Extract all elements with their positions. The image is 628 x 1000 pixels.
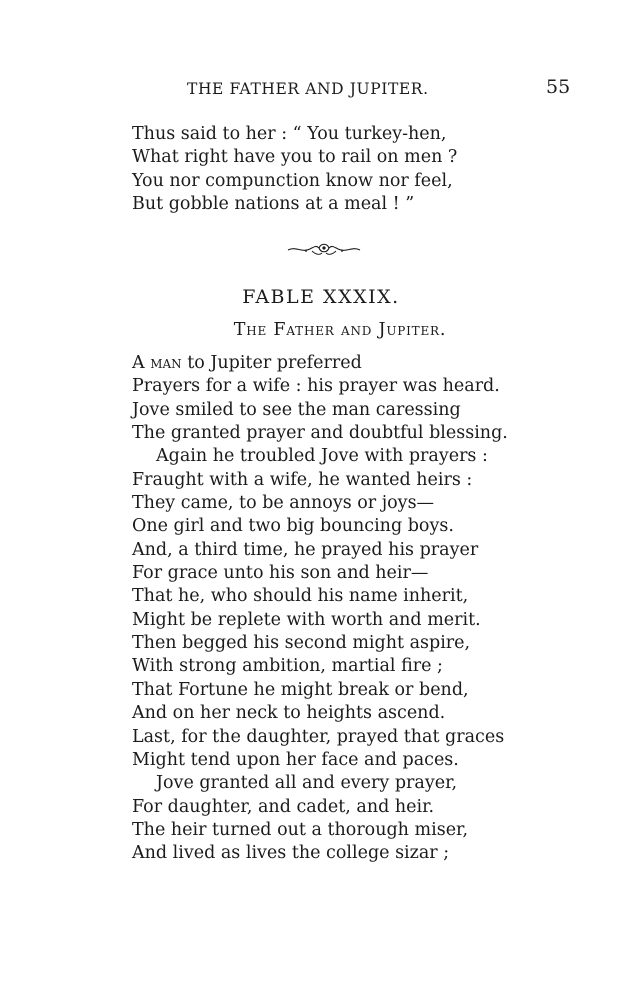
verse-line: Fraught with a wife, he wanted heirs : [132, 469, 473, 490]
fable-title: FABLE XXXIX. [242, 286, 400, 308]
verse-line: They came, to be annoys or joys— [132, 493, 435, 514]
verse-line: Thus said to her : “ You turkey-hen, [132, 124, 447, 144]
verse-line: With strong ambition, martial fire ; [132, 656, 443, 677]
page-number: 55 [546, 76, 571, 98]
top-verse [132, 123, 457, 216]
ornament-icon [286, 240, 362, 258]
fable-subtitle: The Father and Jupiter. [233, 320, 447, 340]
verse-line: And lived as lives the college sizar ; [132, 843, 450, 864]
verse-line: For grace unto his son and heir— [132, 563, 429, 584]
verse-line [132, 352, 508, 375]
fable-verse [132, 352, 508, 866]
opening-line-rest: to Jupiter preferred [181, 353, 362, 373]
verse-line: Last, for the daughter, prayed that graces [132, 726, 505, 747]
verse-line: And, a third time, he prayed his prayer [132, 539, 479, 560]
verse-line: What right have you to rail on men ? [132, 147, 458, 168]
verse-line: But gobble nations at a meal ! ” [132, 194, 415, 215]
verse-line: Might be replete with worth and merit. [132, 609, 481, 630]
verse-line: That he, who should his name inherit, [132, 586, 469, 607]
verse-line: Might tend upon her face and paces. [132, 749, 459, 770]
verse-line: Then begged his second might aspire, [132, 633, 471, 654]
verse-line: And on her neck to heights ascend. [132, 703, 446, 724]
verse-line: That Fortune he might break or bend, [132, 679, 469, 700]
verse-line: For daughter, and cadet, and heir. [132, 796, 435, 817]
verse-line: One girl and two big bouncing boys. [132, 516, 454, 537]
verse-line: The heir turned out a thorough miser, [132, 819, 469, 840]
verse-line: Jove granted all and every prayer, [156, 773, 458, 794]
opening-words: A man [132, 353, 182, 373]
verse-line: The granted prayer and doubtful blessing. [132, 423, 508, 444]
verse-line: Jove smiled to see the man caressing [132, 399, 461, 420]
verse-line: Prayers for a wife : his prayer was heard. [132, 376, 500, 397]
verse-line: You nor compunction know nor feel, [132, 170, 453, 191]
running-head: THE FATHER AND JUPITER. [187, 80, 429, 98]
verse-line: Again he troubled Jove with prayers : [156, 446, 488, 467]
